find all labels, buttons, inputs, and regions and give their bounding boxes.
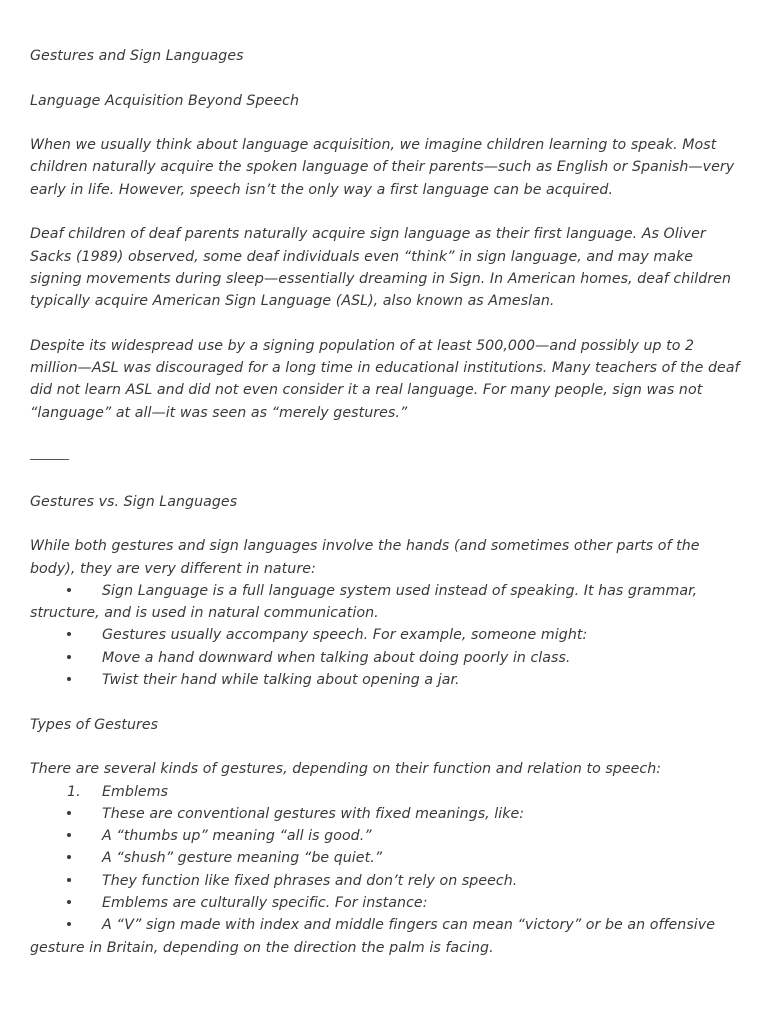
bullet-icon	[30, 914, 102, 936]
bullet-icon	[30, 803, 102, 825]
bullet-icon	[30, 647, 102, 669]
list-item: Gestures usually accompany speech. For example, someone might:	[30, 624, 742, 646]
section-heading-gestures-vs-sign: Gestures vs. Sign Languages	[30, 493, 238, 510]
numbered-list-item: 1. Emblems	[30, 781, 742, 803]
list-item: Twist their hand while talking about opening a jar.	[30, 669, 742, 691]
bullet-icon	[30, 847, 102, 869]
list-item: These are conventional gestures with fixed meanings, like:	[30, 803, 742, 825]
section-divider	[30, 459, 69, 460]
section-intro-types-of-gestures: There are several kinds of gestures, depending on their function and relation to speech:	[30, 761, 662, 778]
list-number: 1.	[67, 783, 81, 800]
paragraph-language-acquisition: When we usually think about language acquisition, we imagine children learning to speak. Most children naturally acquire the spoken language of their parents—such as English or Spanish—very early in life. However, speech isn’t the only way a first language can be acquired.	[30, 137, 735, 198]
bullet-icon	[30, 870, 102, 892]
paragraph-deaf-children: Deaf children of deaf parents naturally acquire sign language as their first language. As Oliver Sacks (1989) observed, some deaf individuals even “think” in sign language, and may make signing movements during sleep—essentially dreaming in Sign. In American homes, deaf children typically acquire American Sign Language (ASL), also known as Ameslan.	[30, 226, 731, 310]
document-body	[30, 45, 742, 959]
document-title: Gestures and Sign Languages	[30, 48, 244, 64]
list-item: A “V” sign made with index and middle fingers can mean “victory” or be an offensive gesture in Britain, depending on the direction the palm is facing.	[30, 914, 742, 959]
list-item: Emblems are culturally specific. For instance:	[30, 892, 742, 914]
section-intro-gestures-vs-sign: While both gestures and sign languages involve the hands (and sometimes other parts of the body), they are very different in nature:	[30, 538, 700, 577]
bullet-icon	[30, 580, 102, 602]
document-subtitle: Language Acquisition Beyond Speech	[30, 92, 299, 109]
list-item: Sign Language is a full language system used instead of speaking. It has grammar, structure, and is used in natural communication.	[30, 580, 742, 625]
bullet-icon	[30, 669, 102, 691]
paragraph-asl-history: Despite its widespread use by a signing population of at least 500,000—and possibly up to 2 million—ASL was discouraged for a long time in educational institutions. Many teachers of the deaf did not learn ASL and did not even consider it a real language. For many people, sign was not “language” at all—it was seen as “merely gestures.”	[30, 337, 740, 421]
bullet-icon	[30, 825, 102, 847]
bullet-icon	[30, 892, 102, 914]
list-item: A “shush” gesture meaning “be quiet.”	[30, 847, 742, 869]
list-item: Move a hand downward when talking about doing poorly in class.	[30, 647, 742, 669]
section-heading-types-of-gestures: Types of Gestures	[30, 716, 159, 733]
list-item: A “thumbs up” meaning “all is good.”	[30, 825, 742, 847]
bullet-icon	[30, 624, 102, 646]
list-item: They function like fixed phrases and don’t rely on speech.	[30, 870, 742, 892]
